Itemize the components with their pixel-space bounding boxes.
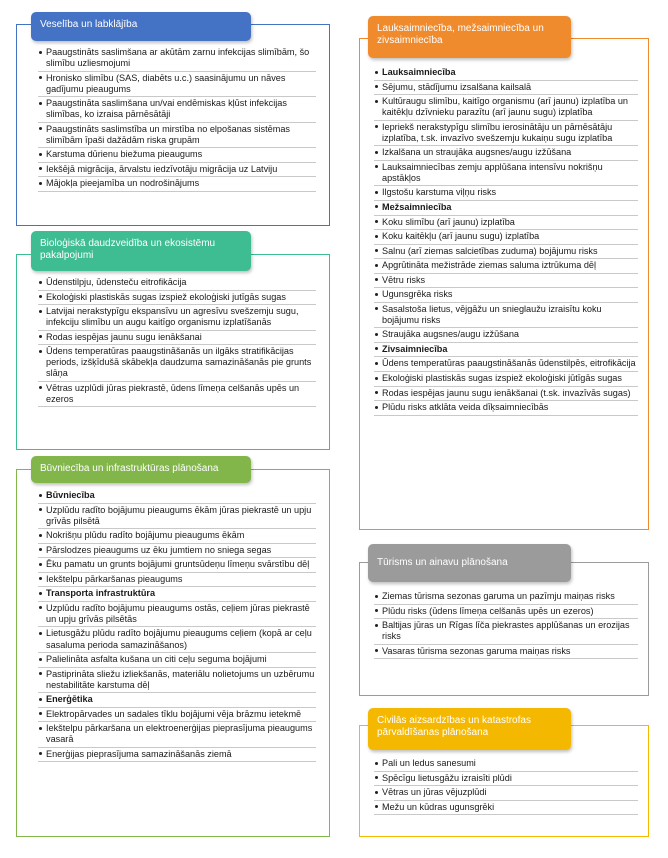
list-item: Nokrišņu plūdu radīto bojājumu pieaugums ēkām [38,529,316,544]
list-item: Pastiprināta sliežu izliekšanās, materiālu nolietojums un uzbērumu nestabilitāte karstuma dēļ [38,668,316,694]
list-item: Mājokļa pieejamība un nodrošinājums [38,177,316,192]
list-item: Iepriekš nerakstурīgu slimību ierosinātāju un pārnēsātāju izplatība, t.sk. invazīvo svešzemju kukaiņu sugu izplatība [374,121,638,147]
list-item: Plūdu risks atklāta veida dīķsaimniecībās [374,401,638,416]
section-heading: Transporta infrastruktūra [38,587,316,602]
list-item: Lauksaimniecības zemju applūšana intensīvu nokrišņu apstākļos [374,161,638,187]
list-item: Spēcīgu lietusgāžu izraisīti plūdi [374,772,638,787]
section-heading: Mežsaimniecība [374,201,638,216]
list-item: Ekoloģiski plastiskās sugas izspiež ekoloģiski jūtīgās sugas [374,372,638,387]
header-biodiversity: Bioloģiskā daudzveidība un ekosistēmu pakalpojumi [31,231,251,271]
list-item: Apgrūtināta mežistrāde ziemas saluma iztrūkuma dēļ [374,259,638,274]
list-item: Rodas iespējas jaunu sugu ienākšanai (t.sk. invazīvās sugas) [374,387,638,402]
list-item: Kultūraugu slimību, kaitīgo organismu (arī jaunu) izplatība un kaitēkļu dzīvnieku parazītu (arī jaunu sugu) izplatība [374,95,638,121]
section-heading: Būvniecība [38,489,316,504]
list-item: Vasaras tūrisma sezonas garuma maiņas risks [374,645,638,660]
section-heading: Lauksaimniecība [374,66,638,81]
list-item: Rodas iespējas jaunu sugu ienākšanai [38,331,316,346]
list-construction [38,489,316,762]
list-item: Vētras uzplūdi jūras piekrastē, ūdens līmeņa celšanās upēs un ezeros [38,382,316,408]
header-civil: Civilās aizsardzības un katastrofas pārvaldīšanas plānošana [368,708,571,750]
list-item: Sējumu, stādījumu izsalšana kailsalā [374,81,638,96]
list-item: Uzplūdu radīto bojājumu pieaugums ostās, ceļiem jūras piekrastē un upju grīvās pilsētās [38,602,316,628]
list-item: Pali un ledus sanesumi [374,757,638,772]
list-item: Ilgstošu karstuma viļņu risks [374,186,638,201]
list-item: Enerģijas pieprasījuma samazināšanās ziemā [38,748,316,763]
list-item: Elektropārvades un sadales tīklu bojājumi vēja brāzmu ietekmē [38,708,316,723]
list-item: Iekštelpu pārkaršanas pieaugums [38,573,316,588]
list-tourism [374,590,638,659]
list-item: Ziemas tūrisma sezonas garuma un pazīmju maiņas risks [374,590,638,605]
list-item: Karstuma dūrienu biežuma pieaugums [38,148,316,163]
header-health: Veselība un labklājība [31,12,251,41]
list-item: Paaugstināts saslimšana ar akūtām zarnu infekcijas slimībām, šo slimību uzliesmojumi [38,46,316,72]
list-item: Plūdu risks (ūdens līmeņa celšanās upēs un ezeros) [374,605,638,620]
list-item: Latvijai nerakstурīgu ekspansīvu un agresīvu svešzemju sugu, infekciju slimību un augu kaitīgo organismu izplatīšanās [38,305,316,331]
list-item: Ugunsgrēka risks [374,288,638,303]
list-item: Ūdens temperatūras paaugstināšanās ūdenstilpēs, eitrofikācija [374,357,638,372]
list-item: Koku slimību (arī jaunu) izplatība [374,216,638,231]
list-item: Iekštelpu pārkaršana un elektroenerģijas pieprasījuma pieaugums vasarā [38,722,316,748]
list-item: Paaugstināta saslimšana un/vai endēmiskas kļūst infekcijas slimības, ko izraisa pārnēsātāji [38,97,316,123]
list-item: Lietusgāžu plūdu radīto bojājumu pieaugums ceļiem (kopā ar ceļu sasaluma perioda samazināšanos) [38,627,316,653]
list-item: Ekoloģiski plastiskās sugas izspiež ekoloģiski jutīgās sugas [38,291,316,306]
section-heading: Enerģētika [38,693,316,708]
list-biodiversity [38,276,316,407]
header-agriculture: Lauksaimniecība, mežsaimniecība un zivsaimniecība [368,16,571,58]
list-item: Sasalstoša lietus, vējgāžu un snieglaužu izraisītu koku bojājumu risks [374,303,638,329]
list-item: Izkalšana un straujāka augsnes/augu izžūšana [374,146,638,161]
list-item: Uzplūdu radīto bojājumu pieaugums ēkām jūras piekrastē un upju grīvās pilsētā [38,504,316,530]
list-item: Iekšējā migrācija, ārvalstu iedzīvotāju migrācija uz Latviju [38,163,316,178]
list-item: Paaugstināts saslimstība un mirstība no elpošanas sistēmas slimībām īpaši dažādām riska grupām [38,123,316,149]
list-item: Pārslodzes pieaugums uz ēku jumtiem no sniega segas [38,544,316,559]
list-item: Salnu (arī ziemas salcietības zuduma) bojājumu risks [374,245,638,260]
header-tourism: Tūrisms un ainavu plānošana [368,544,571,582]
header-construction: Būvniecība un infrastruktūras plānošana [31,456,251,483]
list-item: Ūdenstilpju, ūdensteču eitrofikācija [38,276,316,291]
list-health [38,46,316,192]
list-item: Vētras un jūras vējuzplūdi [374,786,638,801]
list-item: Ēku pamatu un grunts bojājumi gruntsūdeņu līmeņu svārstību dēļ [38,558,316,573]
list-item: Mežu un kūdras ugunsgrēki [374,801,638,816]
section-heading: Zivsaimniecība [374,343,638,358]
list-civil [374,757,638,815]
list-agriculture [374,66,638,416]
list-item: Hronisko slimību (SAS, diabēts u.c.) saasinājumu un nāves gadījumu pieaugums [38,72,316,98]
list-item: Koku kaitēkļu (arī jaunu sugu) izplatība [374,230,638,245]
list-item: Ūdens temperatūras paaugstināšanās un ilgāks stratifikācijas periods, izšķīdušā skābekļa daudzuma samazināšanās pie grunts slāņa [38,345,316,382]
list-item: Palielināta asfalta kušana un citi ceļu seguma bojājumi [38,653,316,668]
list-item: Vētru risks [374,274,638,289]
list-item: Straujāka augsnes/augu izžūšana [374,328,638,343]
list-item: Baltijas jūras un Rīgas līča piekrastes applūšanas un erozijas risks [374,619,638,645]
